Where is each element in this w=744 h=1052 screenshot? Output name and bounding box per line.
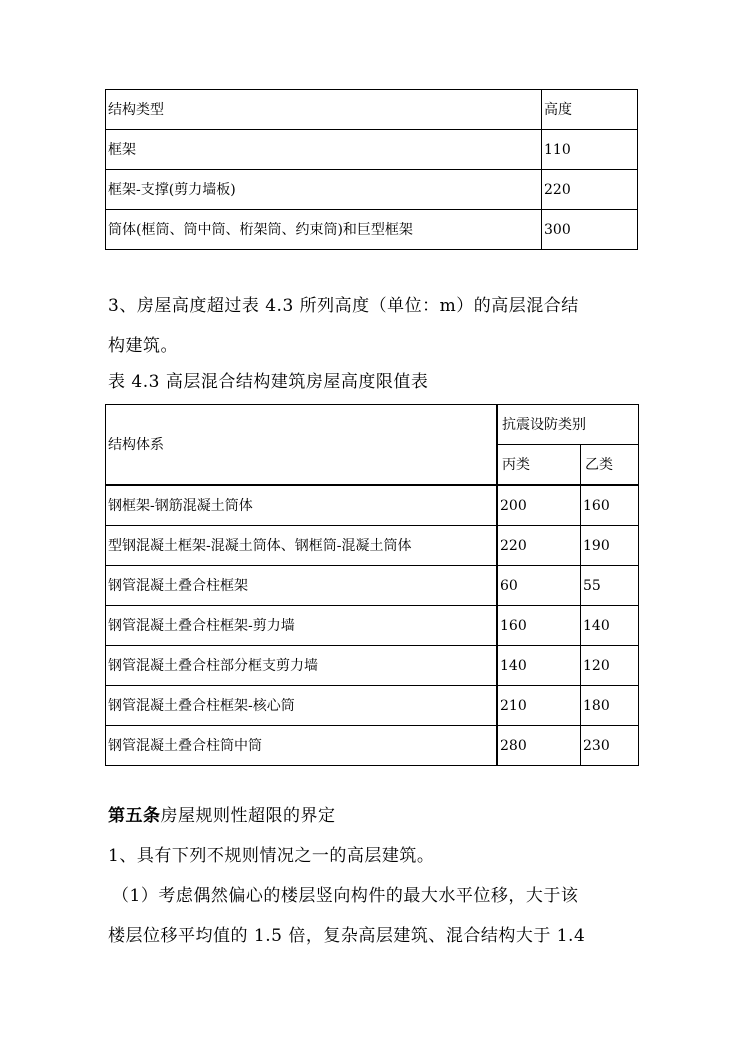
cell-structure-system: 钢管混凝土叠合柱筒中筒 — [106, 726, 498, 766]
cell-structure-system: 钢管混凝土叠合柱框架-剪力墙 — [106, 606, 498, 646]
structure-height-table — [105, 89, 638, 250]
cell-class-c: 280 — [497, 726, 581, 766]
paragraph-line: 构建筑。 — [108, 336, 178, 356]
table-row — [106, 130, 638, 170]
header-class-b: 乙类 — [581, 445, 639, 486]
cell-structure-system: 钢管混凝土叠合柱部分框支剪力墙 — [106, 646, 498, 686]
table-row — [106, 726, 639, 766]
cell-class-c: 60 — [497, 566, 581, 606]
cell-class-c: 210 — [497, 686, 581, 726]
cell-height: 110 — [542, 130, 638, 170]
cell-height: 220 — [542, 170, 638, 210]
cell-class-b: 190 — [581, 526, 639, 566]
cell-class-c: 160 — [497, 606, 581, 646]
cell-structure-system: 钢管混凝土叠合柱框架-核心筒 — [106, 686, 498, 726]
table-row — [106, 606, 639, 646]
cell-structure: 框架 — [106, 130, 542, 170]
cell-structure-system: 钢框架-钢筋混凝土筒体 — [106, 485, 498, 526]
paragraph-line: 3、房屋高度超过表 4.3 所列高度（单位：m）的高层混合结 — [108, 296, 579, 316]
cell-structure-system: 钢管混凝土叠合柱框架 — [106, 566, 498, 606]
cell-class-b: 140 — [581, 606, 639, 646]
cell-class-b: 160 — [581, 485, 639, 526]
table-row — [106, 210, 638, 250]
cell-structure: 筒体(框筒、筒中筒、桁架筒、约束筒)和巨型框架 — [106, 210, 542, 250]
header-class-c: 丙类 — [497, 445, 581, 486]
header-height: 高度 — [542, 90, 638, 130]
cell-class-b: 180 — [581, 686, 639, 726]
cell-structure-system: 型钢混凝土框架-混凝土筒体、钢框筒-混凝土筒体 — [106, 526, 498, 566]
table-header-row — [106, 405, 639, 445]
cell-class-c: 220 — [497, 526, 581, 566]
section-number: 第五条 — [108, 806, 161, 826]
header-seismic-category: 抗震设防类别 — [497, 405, 639, 445]
paragraph-line: （1）考虑偶然偏心的楼层竖向构件的最大水平位移，大于该 — [112, 886, 579, 906]
cell-height: 300 — [542, 210, 638, 250]
cell-class-b: 55 — [581, 566, 639, 606]
cell-class-c: 140 — [497, 646, 581, 686]
paragraph-line: 楼层位移平均值的 1.5 倍，复杂高层建筑、混合结构大于 1.4 — [108, 926, 586, 946]
table-row — [106, 646, 639, 686]
table-row — [106, 485, 639, 526]
paragraph-line: 1、具有下列不规则情况之一的高层建筑。 — [108, 846, 435, 866]
mixed-structure-height-limit-table — [105, 404, 639, 766]
cell-structure: 框架-支撑(剪力墙板) — [106, 170, 542, 210]
header-structure-system: 结构体系 — [106, 405, 498, 486]
cell-class-b: 120 — [581, 646, 639, 686]
table-row — [106, 566, 639, 606]
table-row — [106, 526, 639, 566]
table-header-row — [106, 90, 638, 130]
table-row — [106, 686, 639, 726]
section-title: 房屋规则性超限的界定 — [160, 806, 336, 826]
cell-class-c: 200 — [497, 485, 581, 526]
table-row — [106, 170, 638, 210]
cell-class-b: 230 — [581, 726, 639, 766]
header-structure-type: 结构类型 — [106, 90, 542, 130]
section-heading — [108, 808, 336, 825]
table-caption: 表 4.3 高层混合结构建筑房屋高度限值表 — [108, 372, 429, 392]
